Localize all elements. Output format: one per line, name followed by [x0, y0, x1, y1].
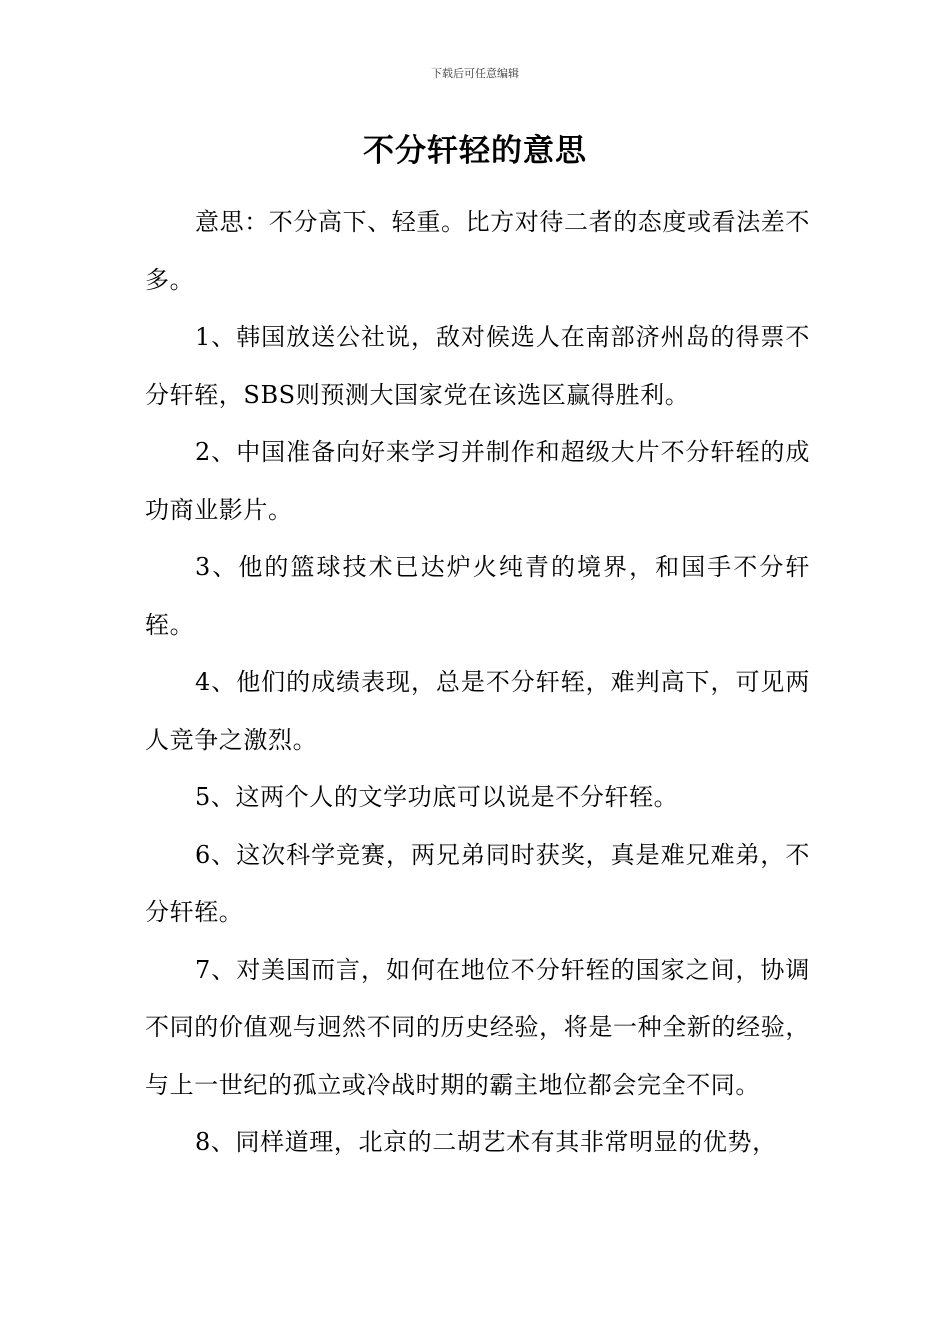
paragraph-example-1: 1、韩国放送公社说，敌对候选人在南部济州岛的得票不分轩轾，SBS则预测大国家党在该选区赢得胜利。	[145, 323, 810, 409]
header-note: 下载后可任意编辑	[431, 67, 519, 80]
paragraph-example-2: 2、中国准备向好来学习并制作和超级大片不分轩轾的成功商业影片。	[145, 438, 810, 524]
paragraph-example-7: 7、对美国而言，如何在地位不分轩轾的国家之间，协调不同的价值观与迥然不同的历史经验，将是一种全新的经验，与上一世纪的孤立或冷战时期的霸主地位都会完全不同。	[145, 955, 810, 1099]
page-title: 不分轩轻的意思	[363, 133, 587, 169]
paragraph-example-8: 8、同样道理，北京的二胡艺术有其非常明显的优势，	[195, 1128, 777, 1156]
paragraph-example-5: 5、这两个人的文学功底可以说是不分轩轾。	[195, 783, 679, 811]
paragraph-example-3: 3、他的篮球技术已达炉火纯青的境界，和国手不分轩轾。	[145, 553, 810, 639]
paragraph-example-4: 4、他们的成绩表现，总是不分轩轾，难判高下，可见两人竞争之激烈。	[145, 668, 810, 754]
paragraph-example-6: 6、这次科学竞赛，两兄弟同时获奖，真是难兄难弟，不分轩轾。	[145, 840, 810, 926]
paragraph-definition: 意思：不分高下、轻重。比方对待二者的态度或看法差不多。	[145, 208, 810, 294]
document-body	[145, 194, 810, 1172]
